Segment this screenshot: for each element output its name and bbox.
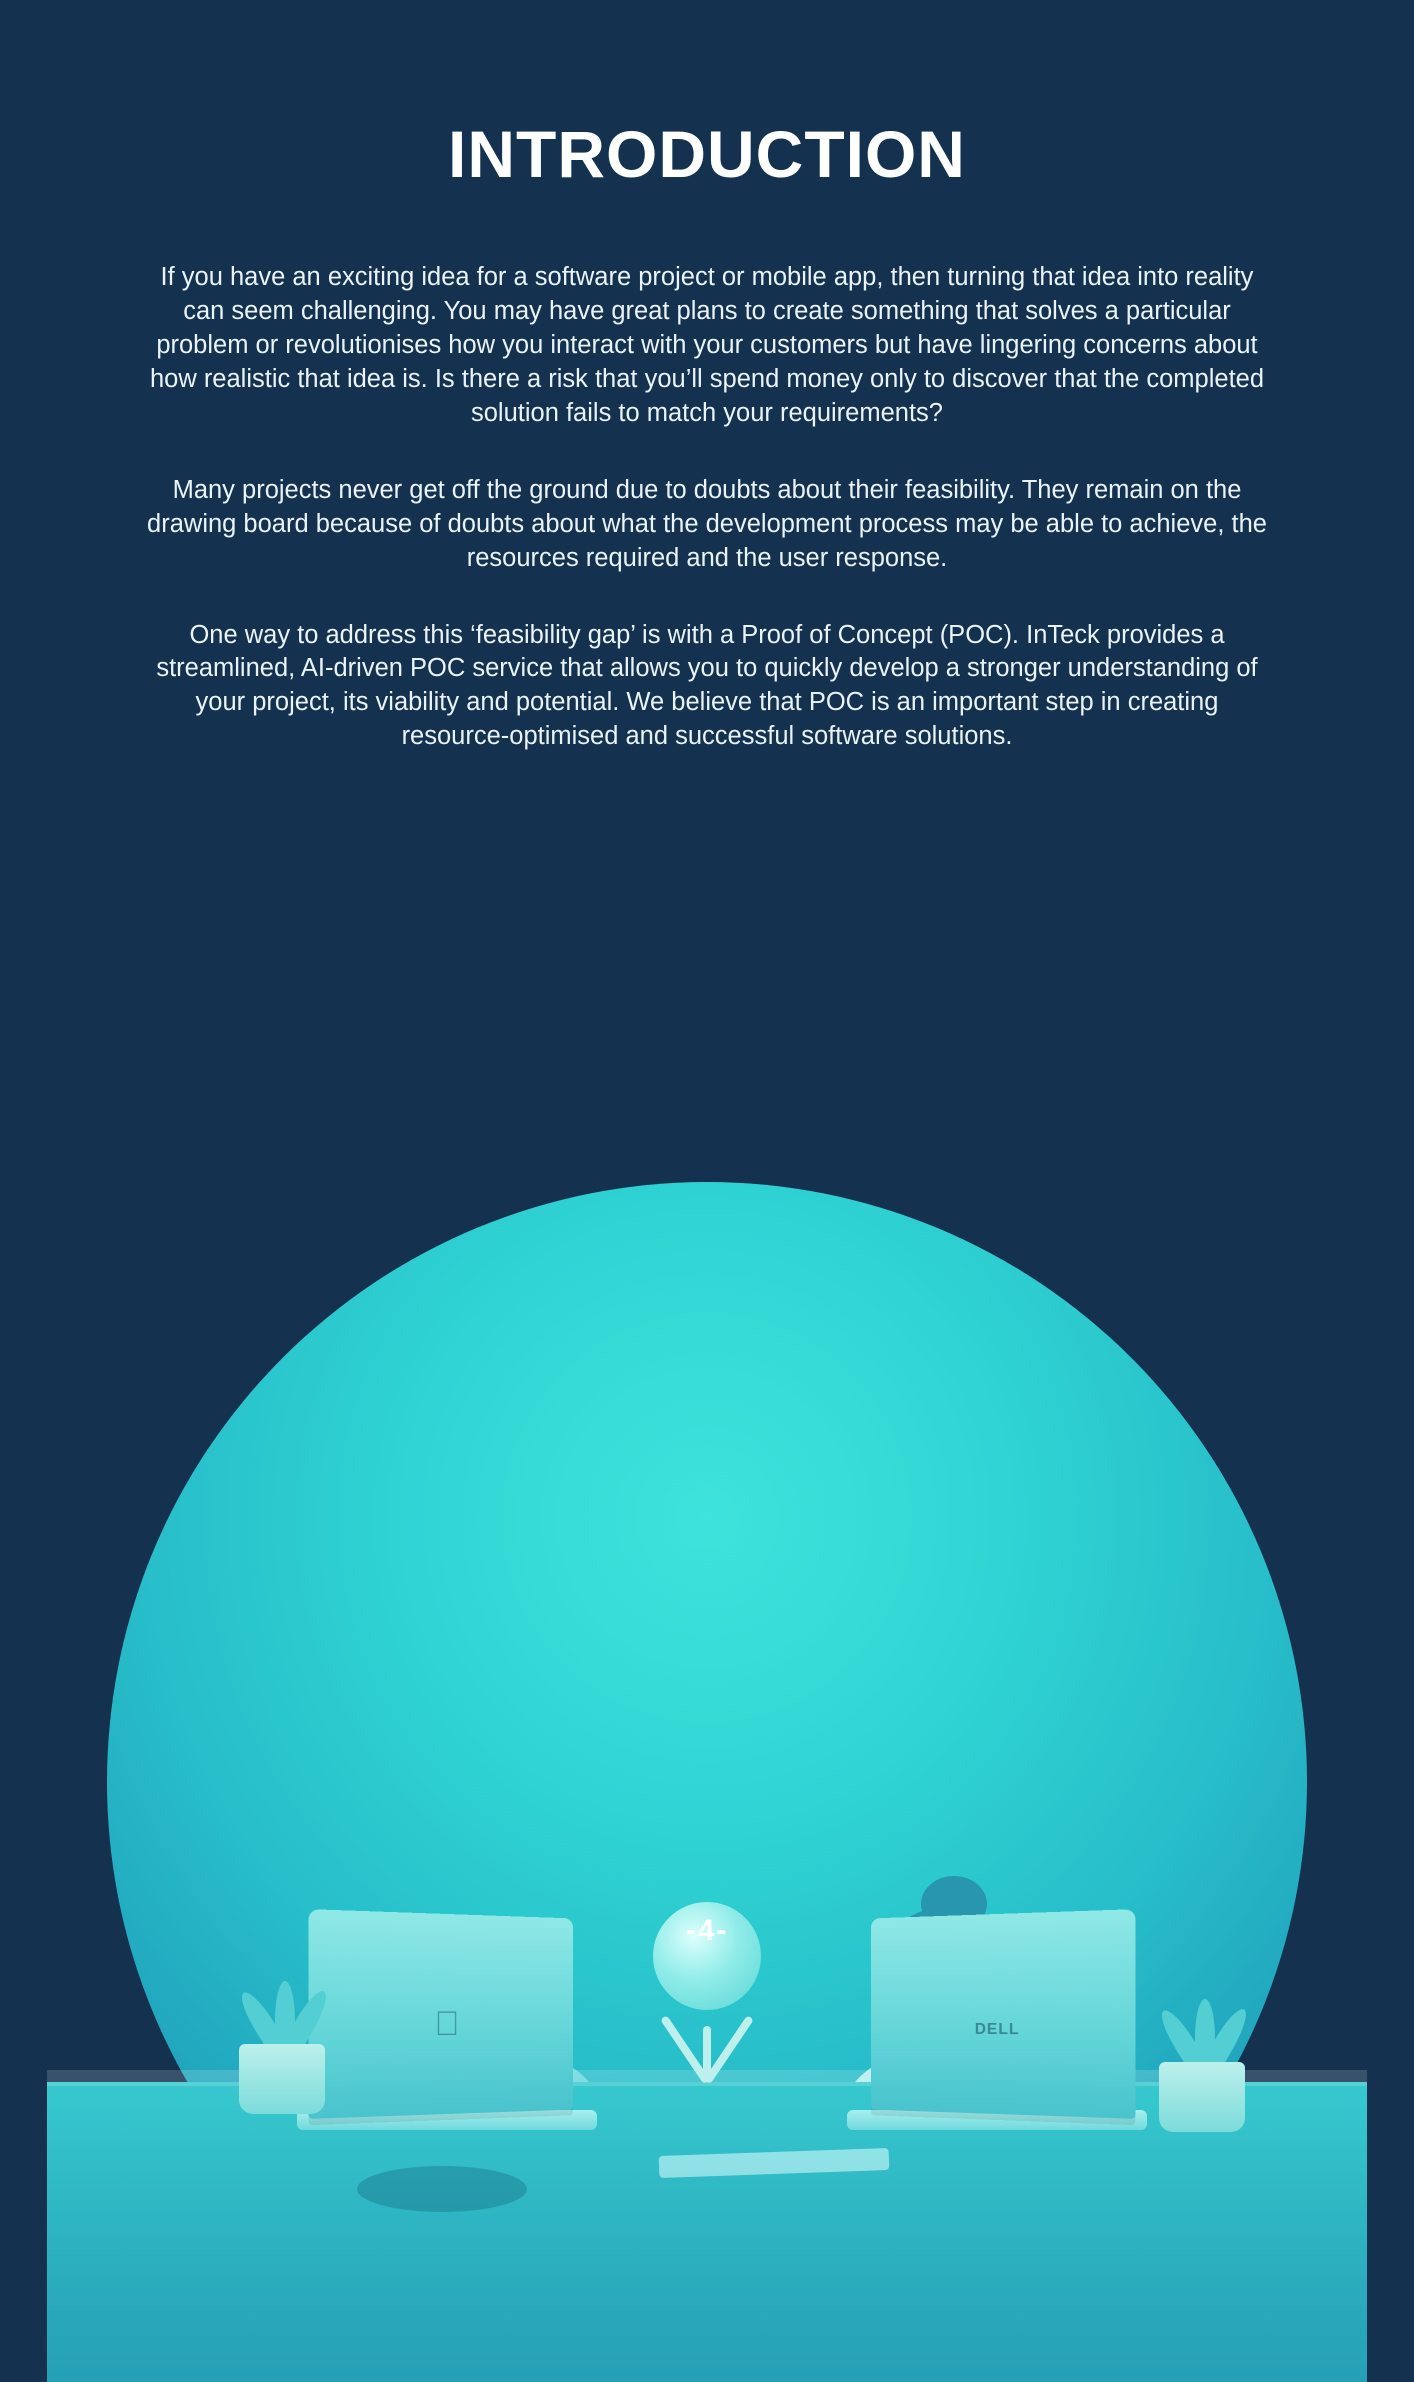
desk-coaster	[357, 2166, 527, 2212]
paragraph-2: Many projects never get off the ground due to doubts about their feasibility. They remain on the drawing board because of doubts about what the development process may be able to achieve, the resources required and the user response.	[147, 475, 1267, 572]
paragraph-3: One way to address this ‘feasibility gap’ is with a Proof of Concept (POC). InTeck provides a streamlined, AI-driven POC service that allows you to quickly develop a stronger understanding of your project, its viability and potential. We believe that POC is an important step in creating resource-optimised and successful software solutions.	[156, 620, 1258, 751]
office-scene	[107, 1182, 1307, 2382]
plant-pot	[1159, 2062, 1245, 2132]
paragraph-1: If you have an exciting idea for a software project or mobile app, then turning that idea into reality can seem challenging. You may have great plans to create something that solves a particular problem or revolutionises how you interact with your customers but have lingering concerns about how realistic that idea is. Is there a risk that you’ll spend money only to discover that the completed solution fails to match your requirements?	[149, 263, 1265, 427]
plant-pot	[239, 2044, 325, 2114]
dell-logo-icon: DELL	[974, 2020, 1020, 2039]
plant-left	[227, 1994, 337, 2114]
circular-photo-mask	[107, 1182, 1307, 2382]
apple-logo-icon	[434, 2007, 459, 2041]
body-copy	[147, 189, 1267, 754]
speaker-tripod	[632, 2002, 782, 2082]
page-number: -4-	[685, 1914, 729, 1947]
plant-right	[1147, 2012, 1257, 2132]
photo-illustration	[107, 1182, 1307, 2039]
tripod-leg	[704, 2015, 754, 2084]
page-title: INTRODUCTION	[448, 117, 966, 191]
